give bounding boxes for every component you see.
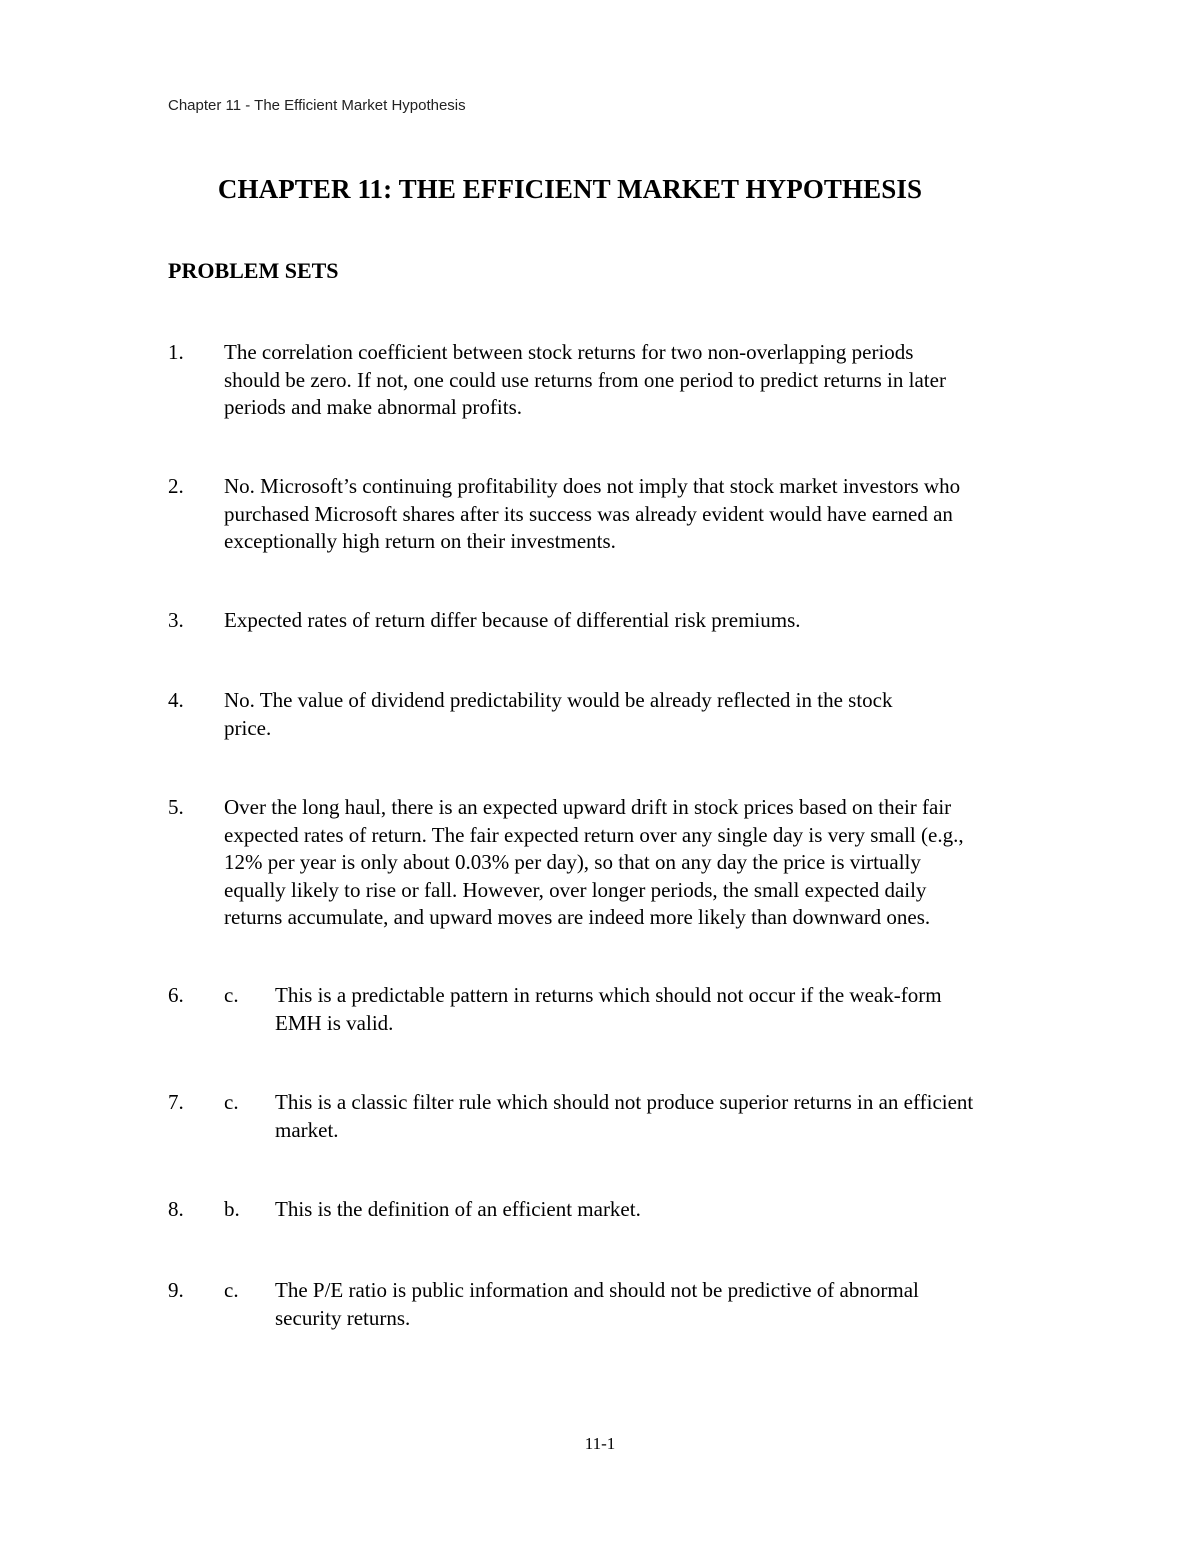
text-line: No. Microsoft’s continuing profitability does not imply that stock market investors who bbox=[224, 474, 961, 498]
text-line: equally likely to rise or fall. However, over longer periods, the small expected daily bbox=[224, 877, 927, 902]
item-text bbox=[224, 794, 1124, 932]
answer-letter: c. bbox=[224, 983, 239, 1007]
text-line: Over the long haul, there is an expected upward drift in stock prices based on their fair bbox=[224, 795, 952, 819]
text-line: This is a predictable pattern in returns which should not occur if the weak-form bbox=[275, 983, 942, 1007]
text-line: market. bbox=[275, 1117, 339, 1142]
item-text bbox=[224, 339, 1124, 422]
text-line: periods and make abnormal profits. bbox=[224, 395, 522, 419]
text-line: should be zero. If not, one could use returns from one period to predict returns in later bbox=[224, 367, 946, 392]
text-line: Expected rates of return differ because of differential risk premiums. bbox=[224, 608, 801, 632]
answer-letter: b. bbox=[224, 1197, 240, 1221]
text-line: 12% per year is only about 0.03% per day), so that on any day the price is virtually bbox=[224, 850, 921, 874]
running-head: Chapter 11 - The Efficient Market Hypothesis bbox=[168, 97, 466, 114]
item-text bbox=[224, 473, 1124, 556]
item-number: 7. bbox=[168, 1090, 184, 1114]
item-text bbox=[275, 982, 1075, 1037]
item-number: 2. bbox=[168, 474, 184, 498]
text-line: security returns. bbox=[275, 1305, 411, 1330]
text-line: No. The value of dividend predictability would be already reflected in the stock bbox=[224, 688, 893, 712]
item-number: 9. bbox=[168, 1278, 184, 1302]
text-line: expected rates of return. The fair expected return over any single day is very small (e.g., bbox=[224, 822, 964, 847]
item-text bbox=[224, 687, 1124, 742]
item-number: 1. bbox=[168, 340, 184, 364]
item-text bbox=[275, 1196, 1075, 1224]
answer-letter: c. bbox=[224, 1278, 239, 1302]
item-text bbox=[224, 607, 1124, 635]
text-line: The P/E ratio is public information and should not be predictive of abnormal bbox=[275, 1278, 919, 1302]
item-text bbox=[275, 1089, 1075, 1144]
text-line: exceptionally high return on their investments. bbox=[224, 529, 616, 553]
text-line: purchased Microsoft shares after its success was already evident would have earned an bbox=[224, 501, 953, 526]
chapter-title: CHAPTER 11: THE EFFICIENT MARKET HYPOTHESIS bbox=[217, 174, 923, 204]
item-number: 8. bbox=[168, 1197, 184, 1221]
item-number: 5. bbox=[168, 795, 184, 819]
item-text bbox=[275, 1277, 1075, 1332]
answer-letter: c. bbox=[224, 1090, 239, 1114]
text-line: This is the definition of an efficient market. bbox=[275, 1197, 641, 1221]
text-line: This is a classic filter rule which should not produce superior returns in an efficient bbox=[275, 1090, 974, 1114]
section-heading: PROBLEM SETS bbox=[168, 258, 339, 283]
text-line: The correlation coefficient between stock returns for two non-overlapping periods bbox=[224, 340, 914, 364]
text-line: returns accumulate, and upward moves are indeed more likely than downward ones. bbox=[224, 905, 931, 929]
text-line: price. bbox=[224, 715, 272, 740]
item-number: 4. bbox=[168, 688, 184, 712]
item-number: 6. bbox=[168, 983, 184, 1007]
page-number: 11-1 bbox=[584, 1434, 616, 1453]
item-number: 3. bbox=[168, 608, 184, 632]
text-line: EMH is valid. bbox=[275, 1010, 394, 1035]
